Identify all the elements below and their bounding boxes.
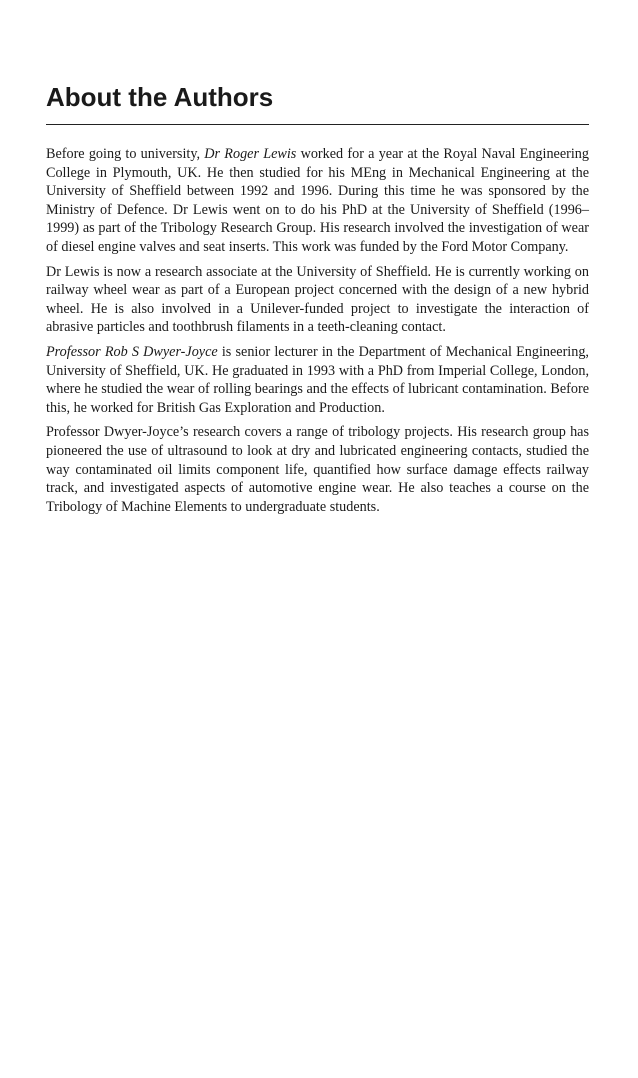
text-run: Before going to university, — [46, 146, 205, 162]
heading-rule — [46, 124, 589, 125]
text-run: worked for a year at the Royal Naval Engineering College in Plymouth, UK. He then studied for his MEng in Mechanical Engineering at the University of Sheffield between 1992 and 1996. During this time he was sponsored by the Ministry of Defence. Dr Lewis went on to do his PhD at the University of Sheffield (1996–1999) as part of the Tribology Research Group. His research involved the investigation of wear of diesel engine valves and seat inserts. This work was funded by the Ford Motor Company. — [46, 146, 589, 255]
author-name-dwyer-joyce: Professor Rob S Dwyer-Joyce — [46, 343, 218, 360]
paragraph-lewis-current — [46, 263, 589, 337]
page-title: About the Authors — [46, 82, 274, 112]
paragraph-dwyer-joyce-background — [46, 343, 589, 417]
text-run: is senior lecturer in the Department of Mechanical Engineering, University of Sheffield, UK. He graduated in 1993 with a PhD from Imperial College, London, where he studied the wear of rolling bearings and the effects of lubricant contamination. Before this, he worked for British Gas Exploration and Production. — [46, 343, 589, 416]
paragraph-lewis-background — [46, 145, 589, 257]
text-run: Dr Lewis is now a research associate at the University of Sheffield. He is currently working on railway wheel wear as part of a European project concerned with the design of a new hybrid wheel. He is also involved in a Unilever-funded project to investigate the interaction of abrasive particles and toothbrush filaments in a teeth-cleaning contact. — [46, 263, 589, 336]
paragraph-dwyer-joyce-research — [46, 423, 589, 516]
page-content — [46, 80, 589, 522]
author-name-lewis: Dr Roger Lewis — [204, 146, 297, 162]
text-run: Professor Dwyer-Joyce’s research covers a range of tribology projects. His research group has pioneered the use of ultrasound to look at dry and lubricated engineering contacts, studied the way contaminated oil limits component life, quantified how surface damage effects railway track, and investigated aspects of automotive engine wear. He also teaches a course on the Tribology of Machine Elements to undergraduate students. — [46, 424, 589, 515]
